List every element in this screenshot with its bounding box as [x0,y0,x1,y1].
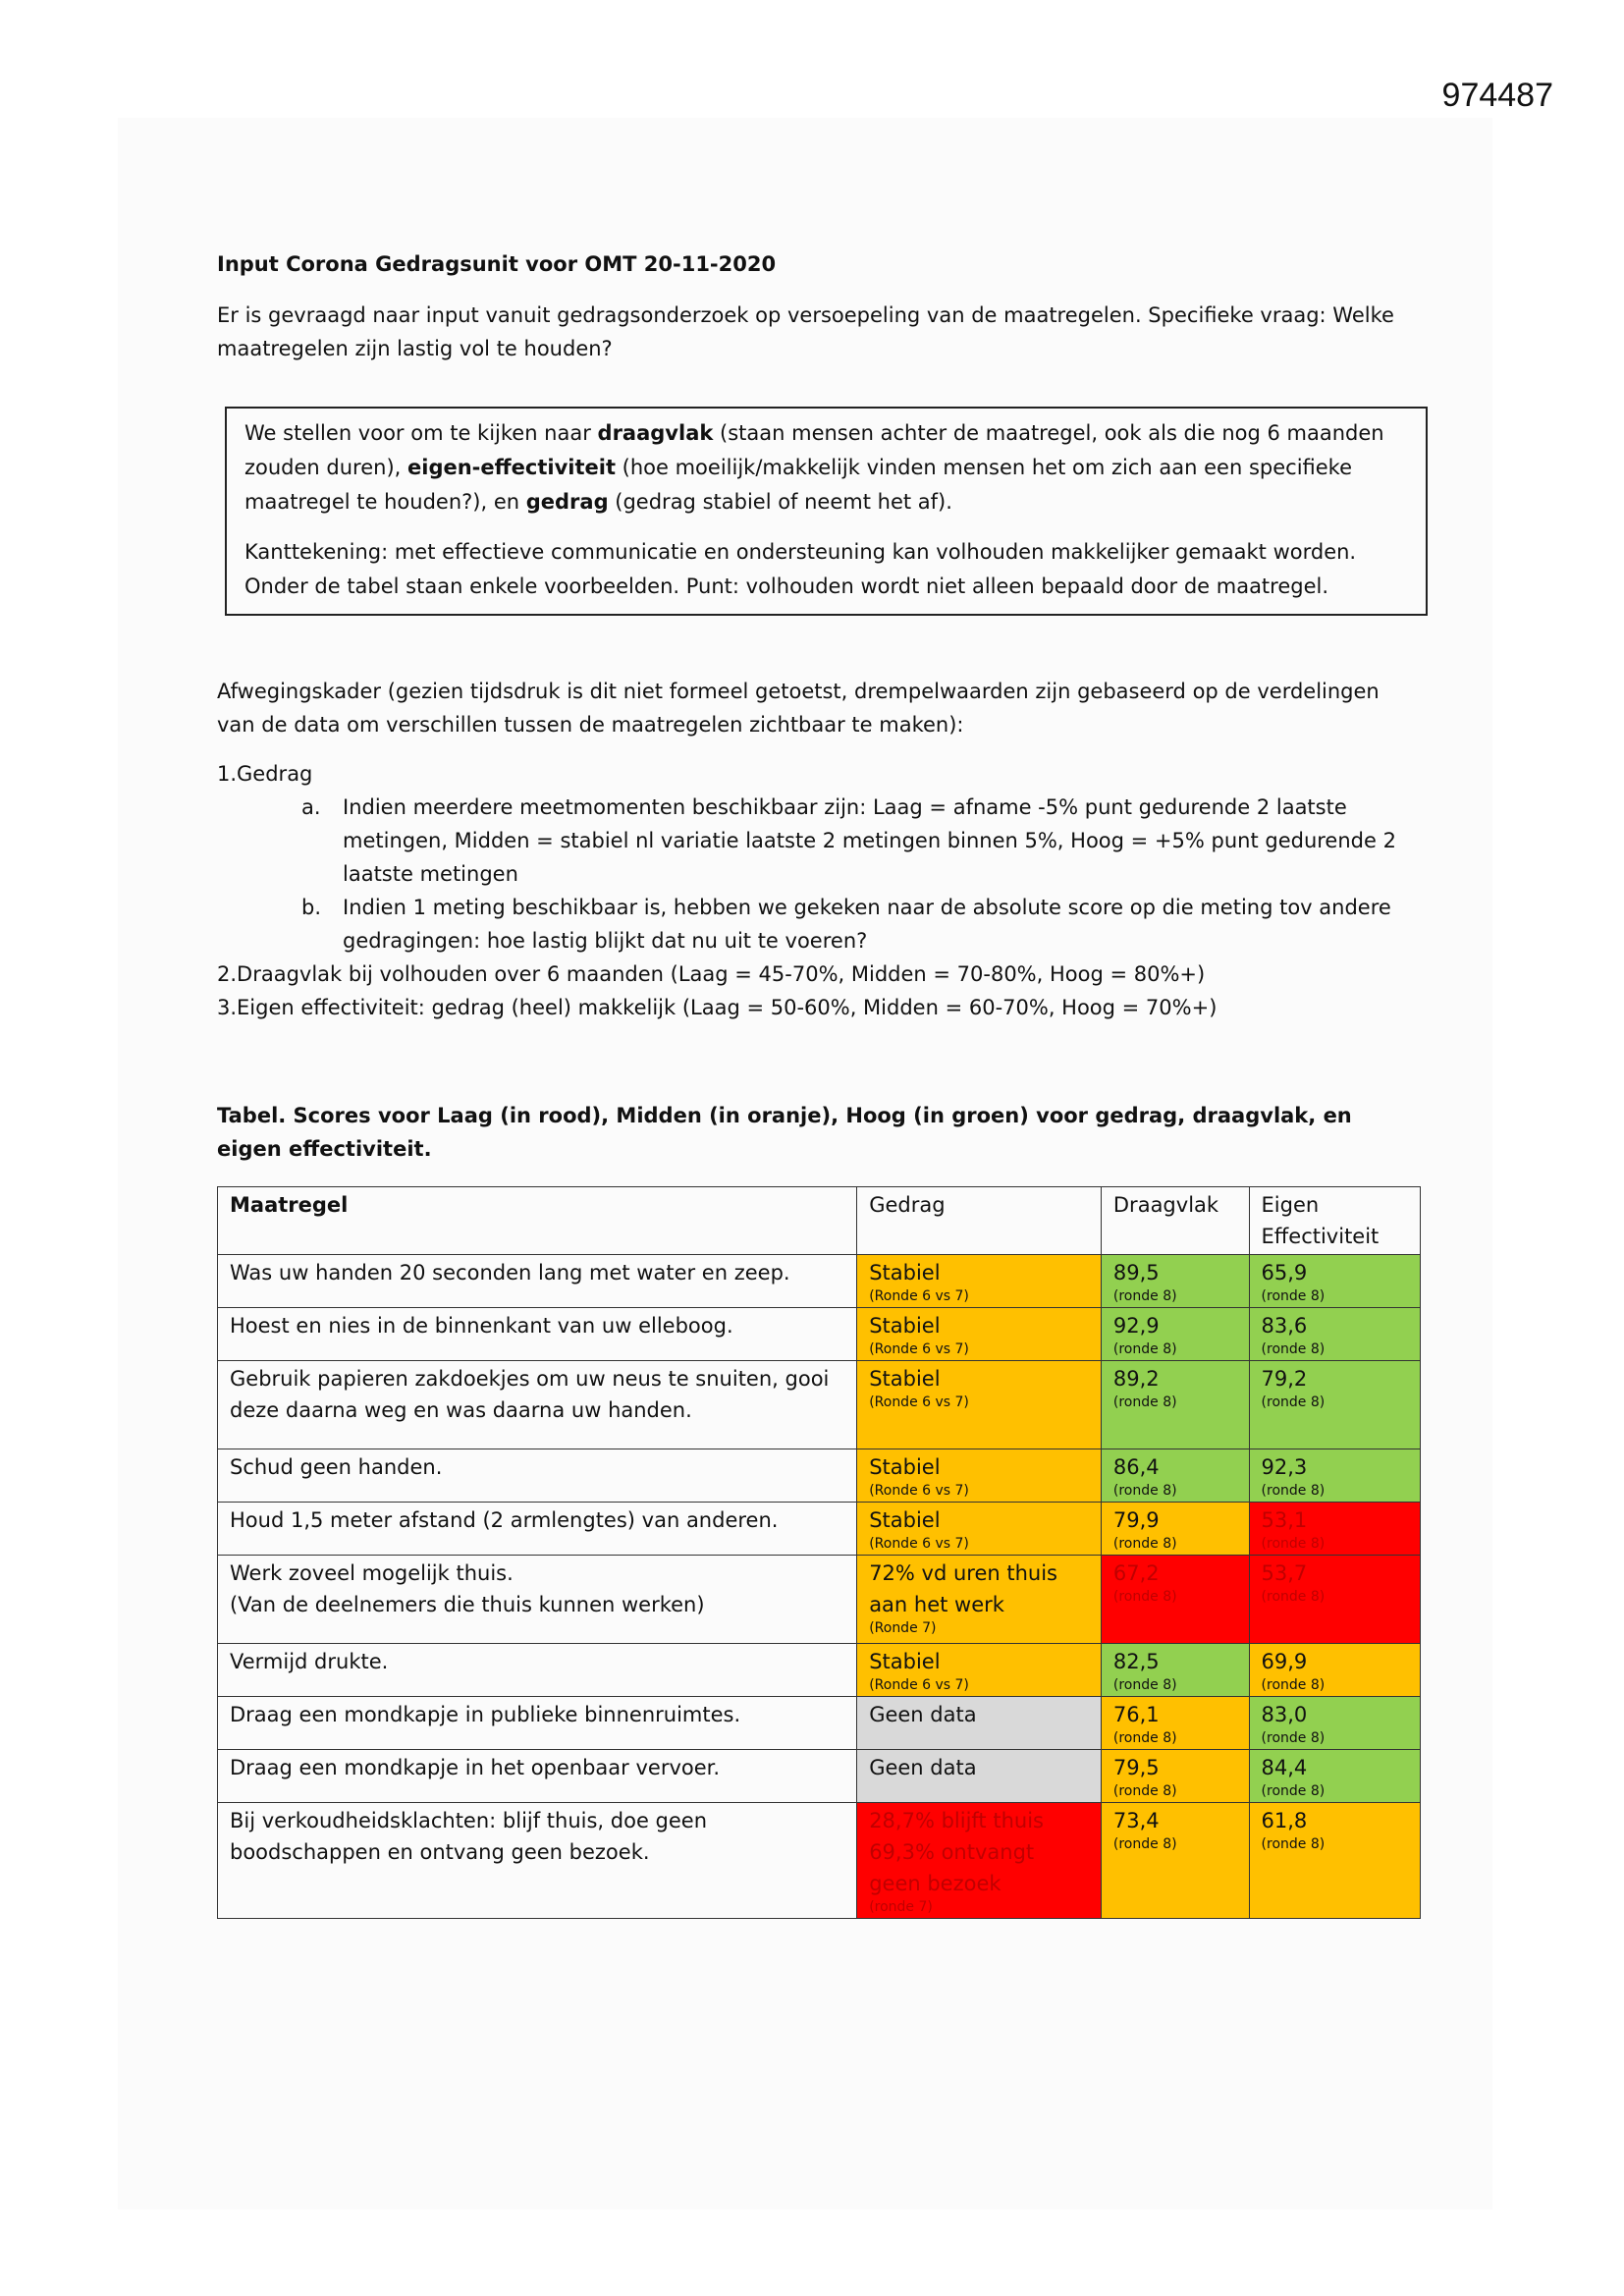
table-caption: Tabel. Scores voor Laag (in rood), Midden (in oranje), Hoog (in groen) voor gedrag, draagvlak, en eigen effectiviteit. [217,1104,1352,1161]
table-row [218,1697,1421,1750]
scores-table [217,1186,1421,1919]
term-gedrag: gedrag [525,490,609,514]
cell-eigen-effectiviteit: 79,2 (ronde 8) [1249,1361,1420,1449]
cell-eigen-effectiviteit: 53,7 (ronde 8) [1249,1556,1420,1644]
table-header-row [218,1187,1421,1255]
subcriterion-a: a. Indien meerdere meetmomenten beschikbaar zijn: Laag = afname -5% punt gedurende 2 laatste metingen, Midden = stabiel nl variatie laatste 2 metingen binnen 5%, Hoog = +5% punt gedurende 2 laatste metingen [301,795,1396,886]
criterion-gedrag: 1.Gedrag [217,762,313,786]
table-row [218,1449,1421,1503]
cell-draagvlak: 79,5 (ronde 8) [1101,1750,1249,1803]
criteria-list [217,757,1420,1024]
cell-eigen-effectiviteit: 84,4 (ronde 8) [1249,1750,1420,1803]
cell-draagvlak: 92,9 (ronde 8) [1101,1308,1249,1361]
cell-gedrag: Geen data [857,1750,1102,1803]
proposal-box [225,407,1428,616]
cell-draagvlak: 89,2 (ronde 8) [1101,1361,1249,1449]
cell-eigen-effectiviteit: 65,9 (ronde 8) [1249,1255,1420,1308]
cell-maatregel: Vermijd drukte. [218,1644,857,1697]
cell-maatregel: Was uw handen 20 seconden lang met water en zeep. [218,1255,857,1308]
cell-gedrag: 72% vd uren thuis aan het werk (Ronde 7) [857,1556,1102,1644]
cell-maatregel: Houd 1,5 meter afstand (2 armlengtes) van anderen. [218,1503,857,1556]
cell-maatregel: Schud geen handen. [218,1449,857,1503]
document-title: Input Corona Gedragsunit voor OMT 20-11-2020 [217,252,777,276]
cell-draagvlak: 76,1 (ronde 8) [1101,1697,1249,1750]
table-row [218,1556,1421,1644]
cell-eigen-effectiviteit: 69,9 (ronde 8) [1249,1644,1420,1697]
document-number: 974487 [1441,77,1553,114]
cell-gedrag: Geen data [857,1697,1102,1750]
cell-draagvlak: 82,5 (ronde 8) [1101,1644,1249,1697]
cell-maatregel: Gebruik papieren zakdoekjes om uw neus te snuiten, gooi deze daarna weg en was daarna uw handen. [218,1361,857,1449]
criterion-eigen-effectiviteit: 3.Eigen effectiviteit: gedrag (heel) makkelijk (Laag = 50-60%, Midden = 60-70%, Hoog = 70%+) [217,996,1218,1019]
cell-eigen-effectiviteit: 83,0 (ronde 8) [1249,1697,1420,1750]
cell-draagvlak: 86,4 (ronde 8) [1101,1449,1249,1503]
header-eigen-effectiviteit: Eigen Effectiviteit [1249,1187,1420,1255]
criterion-draagvlak: 2.Draagvlak bij volhouden over 6 maanden (Laag = 45-70%, Midden = 70-80%, Hoog = 80%+) [217,962,1206,986]
cell-gedrag: Stabiel (Ronde 6 vs 7) [857,1503,1102,1556]
cell-maatregel: Draag een mondkapje in publieke binnenruimtes. [218,1697,857,1750]
cell-maatregel: Hoest en nies in de binnenkant van uw elleboog. [218,1308,857,1361]
intro-paragraph: Er is gevraagd naar input vanuit gedragsonderzoek op versoepeling van de maatregelen. Specifieke vraag: Welke maatregelen zijn lastig vol te houden? [217,303,1394,360]
table-row [218,1255,1421,1308]
subcriterion-b: b. Indien 1 meting beschikbaar is, hebben we gekeken naar de absolute score op die meting tov andere gedragingen: hoe lastig blijkt dat nu uit te voeren? [301,896,1391,953]
framework-intro: Afwegingskader (gezien tijdsdruk is dit niet formeel getoetst, drempelwaarden zijn gebaseerd op de verdelingen van de data om verschillen tussen de maatregelen zichtbaar te maken): [217,680,1380,737]
table-row [218,1803,1421,1919]
table-row [218,1644,1421,1697]
term-eigen-effectiviteit: eigen-effectiviteit [407,456,616,479]
cell-gedrag: Stabiel (Ronde 6 vs 7) [857,1361,1102,1449]
table-row [218,1308,1421,1361]
table-row [218,1361,1421,1449]
cell-maatregel: Draag een mondkapje in het openbaar vervoer. [218,1750,857,1803]
cell-draagvlak: 79,9 (ronde 8) [1101,1503,1249,1556]
cell-gedrag: Stabiel (Ronde 6 vs 7) [857,1644,1102,1697]
table-row [218,1503,1421,1556]
cell-eigen-effectiviteit: 92,3 (ronde 8) [1249,1449,1420,1503]
cell-eigen-effectiviteit: 83,6 (ronde 8) [1249,1308,1420,1361]
cell-gedrag: Stabiel (Ronde 6 vs 7) [857,1255,1102,1308]
document-body [217,247,1420,1919]
header-gedrag: Gedrag [857,1187,1102,1255]
header-maatregel: Maatregel [218,1187,857,1255]
cell-draagvlak: 67,2 (ronde 8) [1101,1556,1249,1644]
caveat-paragraph: Kanttekening: met effectieve communicatie en ondersteuning kan volhouden makkelijker gemaakt worden. Onder de tabel staan enkele voorbeelden. Punt: volhouden wordt niet alleen bepaald door de maatregel. [244,540,1357,598]
cell-eigen-effectiviteit: 61,8 (ronde 8) [1249,1803,1420,1919]
cell-gedrag: 28,7% blijft thuis 69,3% ontvangt geen bezoek (ronde 7) [857,1803,1102,1919]
cell-draagvlak: 73,4 (ronde 8) [1101,1803,1249,1919]
term-draagvlak: draagvlak [597,421,714,445]
cell-gedrag: Stabiel (Ronde 6 vs 7) [857,1308,1102,1361]
cell-draagvlak: 89,5 (ronde 8) [1101,1255,1249,1308]
cell-maatregel: Bij verkoudheidsklachten: blijf thuis, doe geen boodschappen en ontvang geen bezoek. [218,1803,857,1919]
assessment-framework [217,675,1420,1024]
cell-eigen-effectiviteit: 53,1 (ronde 8) [1249,1503,1420,1556]
cell-maatregel: Werk zoveel mogelijk thuis. (Van de deelnemers die thuis kunnen werken) [218,1556,857,1644]
cell-gedrag: Stabiel (Ronde 6 vs 7) [857,1449,1102,1503]
proposal-paragraph: We stellen voor om te kijken naar draagvlak (staan mensen achter de maatregel, ook als die nog 6 maanden zouden duren), eigen-effectiviteit (hoe moeilijk/makkelijk vinden mensen het om zich aan een specifieke maatregel te houden?), en gedrag (gedrag stabiel of neemt het af). [244,421,1384,514]
gedrag-subcriteria [217,791,1420,957]
table-row [218,1750,1421,1803]
header-draagvlak: Draagvlak [1101,1187,1249,1255]
